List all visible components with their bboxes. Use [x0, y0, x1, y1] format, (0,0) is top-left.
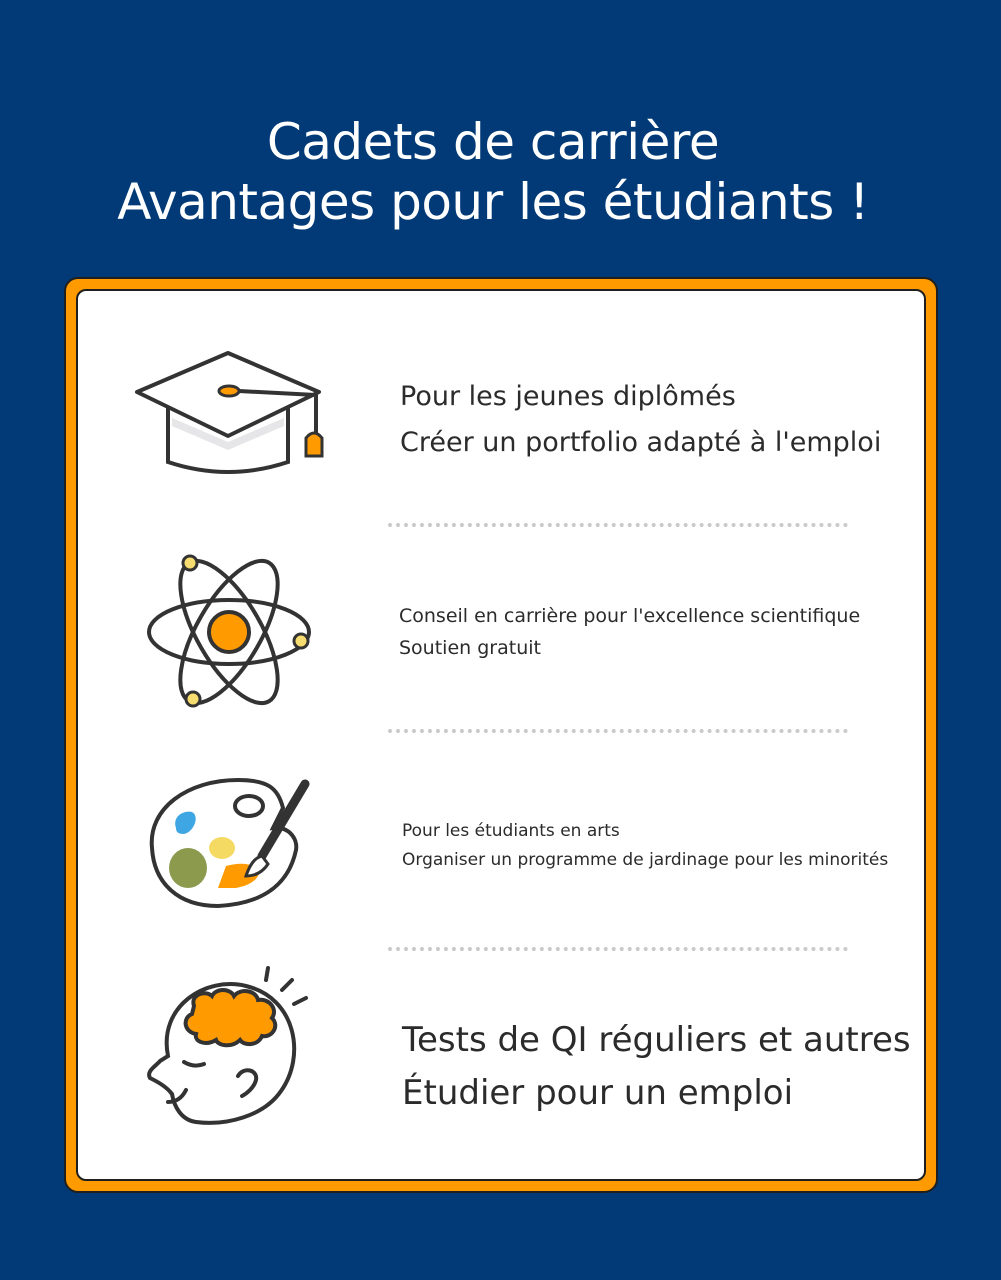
item-3-line-1: Pour les étudiants en arts: [402, 821, 620, 841]
item-3-line-2: Organiser un programme de jardinage pour les minorités: [402, 850, 889, 870]
head-brain-icon: [146, 966, 316, 1136]
divider: [388, 523, 848, 527]
title-line-2: Avantages pour les étudiants !: [117, 173, 869, 231]
atom-icon: [145, 552, 315, 712]
item-2-line-2: Soutien gratuit: [399, 637, 541, 659]
item-1-line-2: Créer un portfolio adapté à l'emploi: [400, 427, 882, 458]
item-4-line-2: Étudier pour un emploi: [402, 1073, 794, 1113]
item-1-line-1: Pour les jeunes diplômés: [400, 381, 736, 412]
benefit-item-4: [402, 1014, 911, 1120]
benefit-item-3: [402, 817, 888, 875]
divider: [388, 947, 848, 951]
page-title: [0, 112, 986, 232]
divider: [388, 729, 848, 733]
item-2-line-1: Conseil en carrière pour l'excellence scientifique: [399, 605, 861, 627]
graduation-cap-icon: [134, 350, 326, 478]
paint-palette-icon: [148, 778, 313, 910]
item-4-line-1: Tests de QI réguliers et autres: [402, 1020, 911, 1060]
benefit-item-2: [399, 600, 860, 664]
benefit-item-1: [400, 374, 881, 466]
title-line-1: Cadets de carrière: [266, 113, 720, 171]
